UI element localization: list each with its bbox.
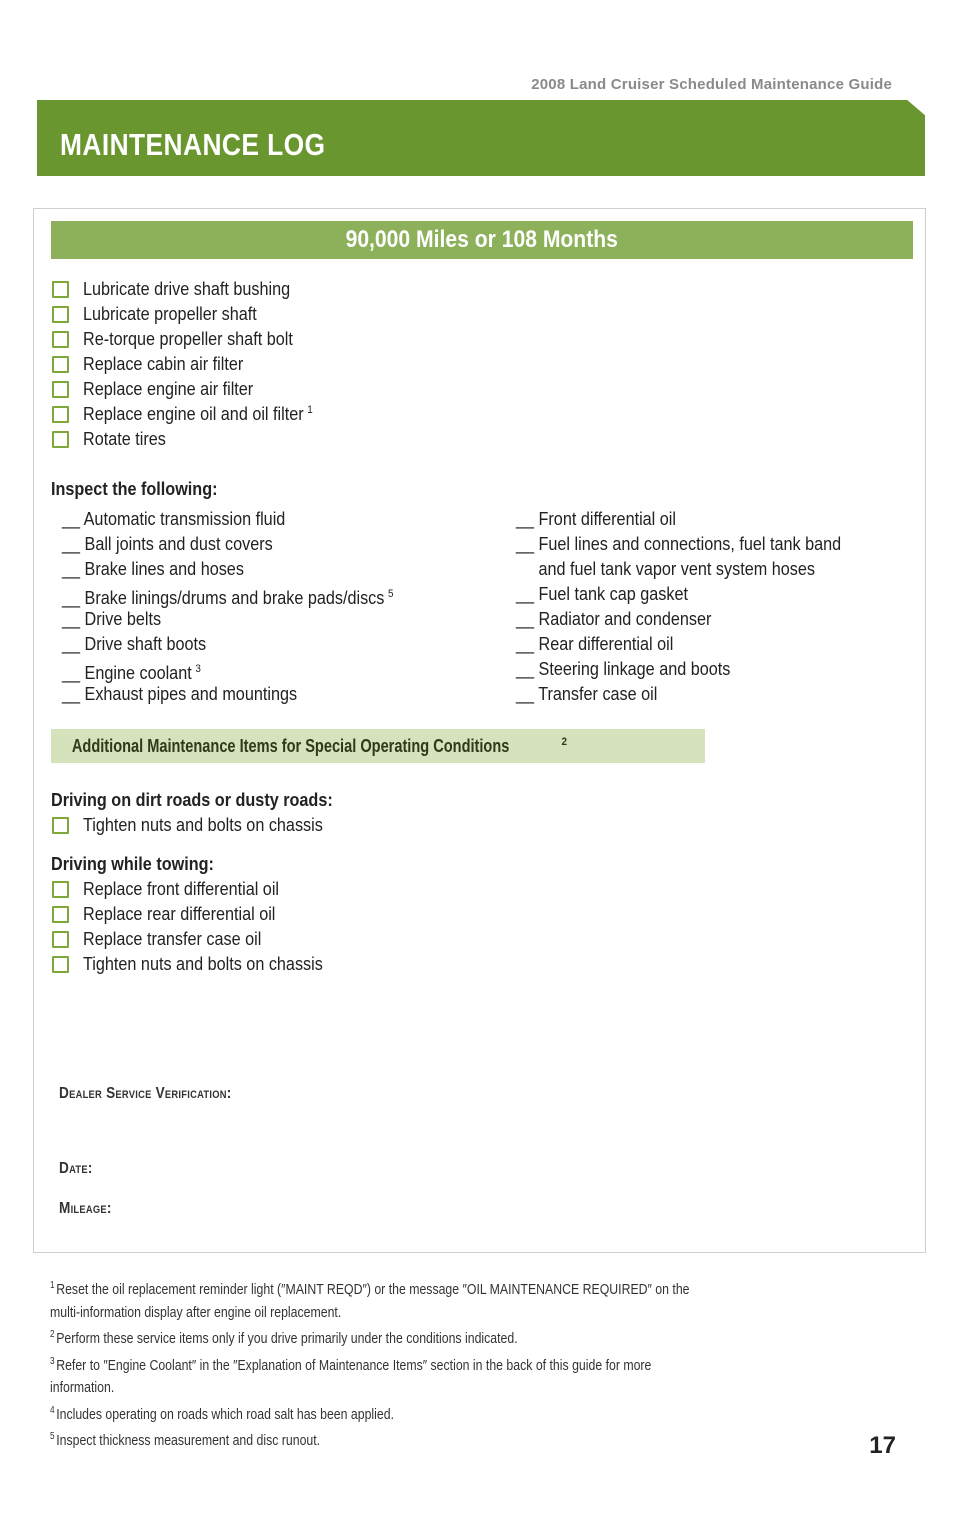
checklist-item <box>52 402 338 427</box>
footnotes <box>50 1275 880 1453</box>
mileage-label: Mileage: <box>59 1200 112 1217</box>
checklist-item-label: Lubricate drive shaft bushing <box>83 279 291 299</box>
inspect-item: __ Engine coolant $^3$ <box>62 663 201 683</box>
checkbox-icon[interactable] <box>52 931 69 948</box>
towing-heading: Driving while towing: <box>51 854 214 874</box>
footnote-line: $^4$ Includes operating on roads which road salt has been applied. <box>50 1404 395 1423</box>
page-number: 17 <box>869 1432 896 1459</box>
checklist-item-label: Replace transfer case oil <box>83 929 262 949</box>
dirt-roads-checklist <box>52 813 350 838</box>
checklist-item-label: Lubricate propeller shaft <box>83 304 257 324</box>
checkbox-icon[interactable] <box>52 381 69 398</box>
checklist-item-label: Replace front differential oil <box>83 879 280 899</box>
checkbox-icon[interactable] <box>52 331 69 348</box>
inspect-item: __ Drive shaft boots <box>62 634 207 654</box>
inspect-item: __ Fuel lines and connections, fuel tank band <box>516 534 842 554</box>
inspect-item: __ Front differential oil <box>516 509 677 529</box>
checkbox-icon[interactable] <box>52 406 69 423</box>
checkbox-icon[interactable] <box>52 956 69 973</box>
inspect-list-right <box>516 507 877 707</box>
checklist-item <box>52 327 338 352</box>
checklist-item <box>52 277 338 302</box>
guide-title: 2008 Land Cruiser Scheduled Maintenance Guide <box>531 76 892 93</box>
inspect-heading: Inspect the following: <box>51 479 218 499</box>
checklist-item <box>52 813 350 838</box>
checklist-item-label: Replace engine oil and oil filter $^1$ <box>83 404 313 424</box>
footnote-number: 5 <box>50 1431 55 1442</box>
interval-label: 90,000 Miles or 108 Months <box>345 226 619 253</box>
checkbox-icon[interactable] <box>52 881 69 898</box>
footnote-line: multi-information display after engine oil replacement. <box>50 1303 342 1321</box>
inspect-item: __ Brake linings/drums and brake pads/discs $^5$ <box>62 588 394 608</box>
additional-conditions-label: Additional Maintenance Items for Special Operating Conditions $^2$ <box>71 735 568 756</box>
checklist-item <box>52 877 350 902</box>
inspect-item: __ Brake lines and hoses <box>62 559 244 579</box>
checklist-item-label: Replace engine air filter <box>83 379 254 399</box>
checklist-item-label: Replace rear differential oil <box>83 904 276 924</box>
inspect-item: and fuel tank vapor vent system hoses <box>516 559 815 579</box>
checklist-item <box>52 352 338 377</box>
checkbox-icon[interactable] <box>52 356 69 373</box>
checklist-item-label: Tighten nuts and bolts on chassis <box>83 815 323 835</box>
checkbox-icon[interactable] <box>52 306 69 323</box>
inspect-item: __ Transfer case oil <box>516 684 658 704</box>
footnote-ref: 5 <box>387 588 394 600</box>
footnote-line: information. <box>50 1379 115 1396</box>
checklist-item-label: Re-torque propeller shaft bolt <box>83 329 293 349</box>
interval-bar <box>51 221 913 259</box>
checklist-item <box>52 902 350 927</box>
task-checklist <box>52 277 338 452</box>
checklist-item <box>52 952 350 977</box>
footnote-ref: 1 <box>307 404 313 416</box>
inspect-item: __ Drive belts <box>62 609 162 629</box>
footnote-line: $^3$ Refer to ″Engine Coolant″ in the ″Explanation of Maintenance Items″ section in the back of this guide for more <box>50 1355 652 1374</box>
checklist-item <box>52 927 350 952</box>
inspect-item: __ Fuel tank cap gasket <box>516 584 689 604</box>
checkbox-icon[interactable] <box>52 906 69 923</box>
banner-title: MAINTENANCE LOG <box>60 127 326 162</box>
checklist-item-label: Tighten nuts and bolts on chassis <box>83 954 323 974</box>
checklist-item <box>52 377 338 402</box>
checkbox-icon[interactable] <box>52 281 69 298</box>
inspect-item: __ Steering linkage and boots <box>516 659 731 679</box>
additional-conditions-bar <box>51 729 705 763</box>
checklist-item-label: Rotate tires <box>83 429 166 449</box>
inspect-item: __ Exhaust pipes and mountings <box>62 684 298 704</box>
footnote-line: $^1$ Reset the oil replacement reminder light (″MAINT REQD″) or the message ″OIL MAINTENANCE REQUIRED″ on the <box>50 1280 690 1298</box>
footnote-number: 4 <box>50 1404 55 1416</box>
footnote-number: 2 <box>50 1329 55 1340</box>
checklist-item-label: Replace cabin air filter <box>83 354 244 374</box>
inspect-item: __ Ball joints and dust covers <box>62 534 273 554</box>
checklist-item <box>52 302 338 327</box>
inspect-item: __ Automatic transmission fluid <box>62 509 286 529</box>
footnote-ref: 3 <box>195 663 201 675</box>
footnote-number: 3 <box>50 1355 55 1367</box>
inspect-list-left <box>62 507 430 707</box>
checkbox-icon[interactable] <box>52 817 69 834</box>
dealer-verification-label: Dealer Service Verification: <box>59 1085 232 1102</box>
date-label: Date: <box>59 1160 93 1177</box>
footnote-line: $^5$ Inspect thickness measurement and disc runout. <box>50 1431 321 1449</box>
inspect-item: __ Rear differential oil <box>516 634 674 654</box>
dirt-roads-heading: Driving on dirt roads or dusty roads: <box>51 790 333 810</box>
footnote-number: 1 <box>50 1280 55 1291</box>
inspect-item: __ Radiator and condenser <box>516 609 712 629</box>
checkbox-icon[interactable] <box>52 431 69 448</box>
footnote-line: $^2$ Perform these service items only if you drive primarily under the conditions indicated. <box>50 1329 518 1347</box>
towing-checklist <box>52 877 350 977</box>
checklist-item <box>52 427 338 452</box>
